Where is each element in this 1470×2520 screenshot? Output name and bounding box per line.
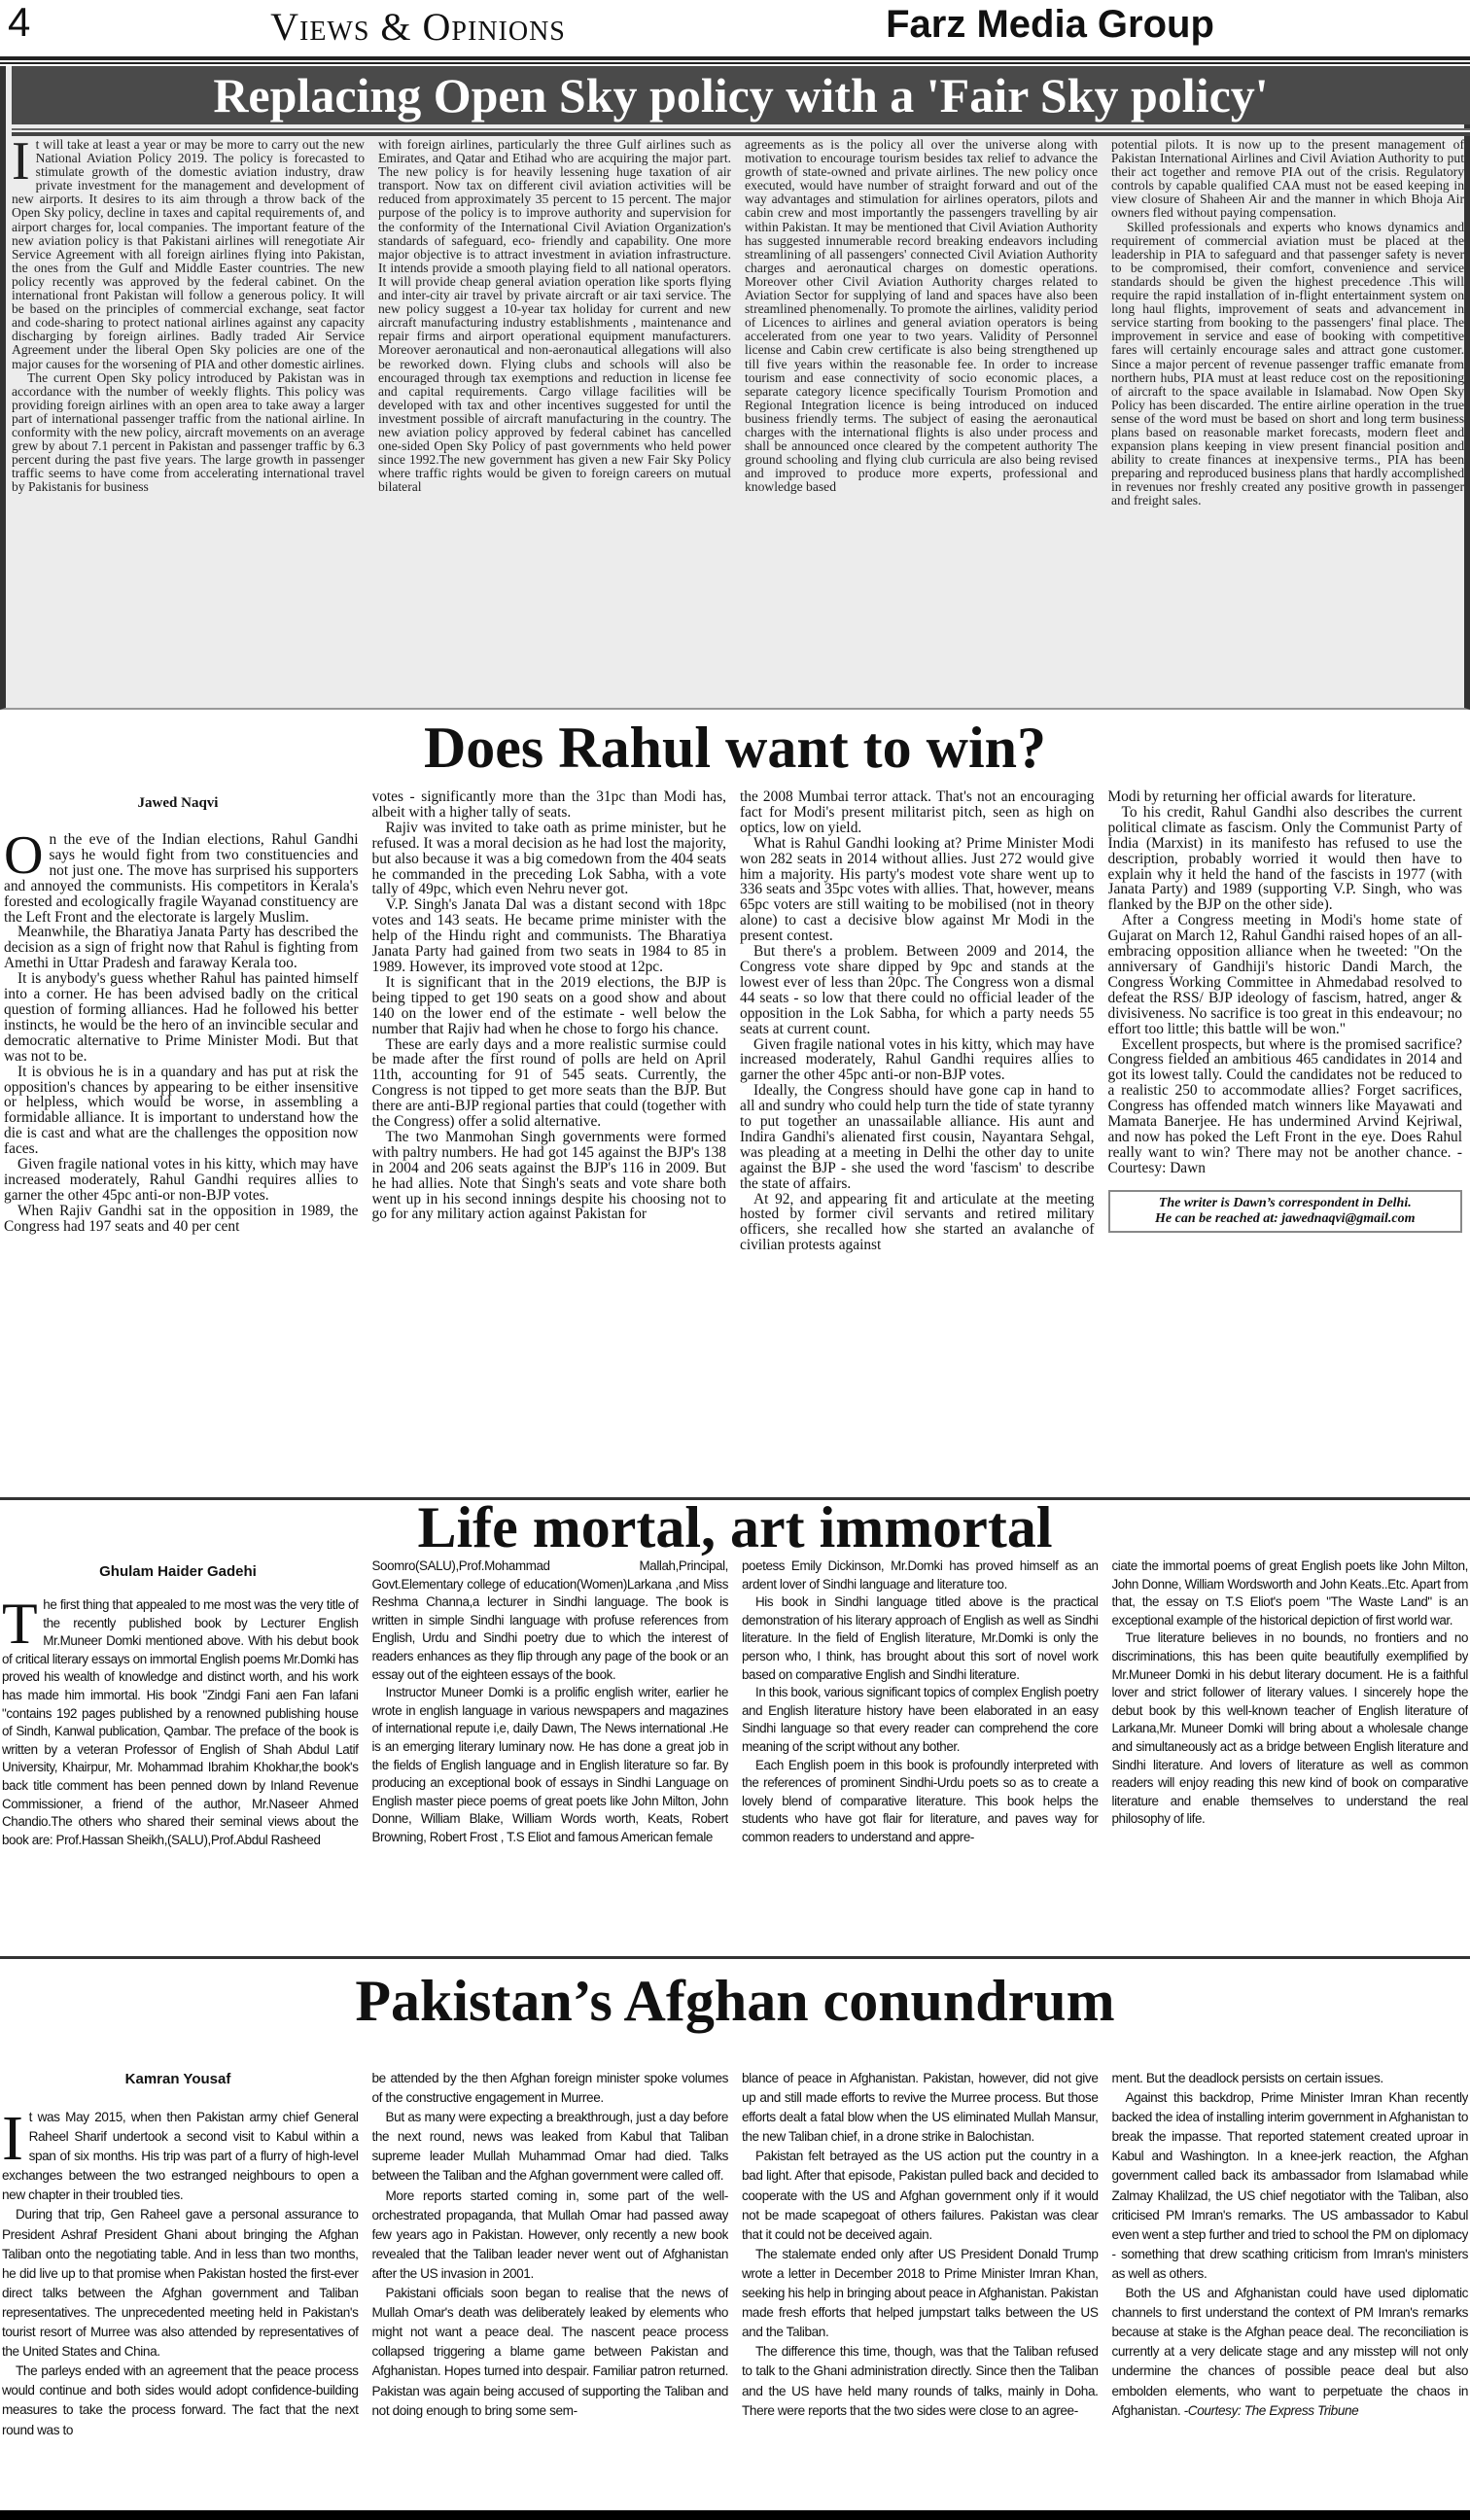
masthead-rule [0, 56, 1470, 64]
paragraph: It is anybody's guess whether Rahul has painted himself into a corner. He has been advised badly on the critical question of forming alliances. Had he followed his better instincts, he would be the hero of an invincible secular and democratic alternative to Prime Minister Modi. But that was not to be. [4, 970, 359, 1065]
drop-cap: I [2, 2103, 23, 2174]
paragraph: It is significant that in the 2019 elections, the BJP is being tipped to get 190 seats on a good show and about 140 on the lower end of the estimate - well below the number that Rajiv had when he chose to forgo his chance. [371, 973, 726, 1037]
paragraph: Rajiv was invited to take oath as prime minister, but he refused. It was a moral decision as he had lost the majority, but also because it was a big comedown from the 404 seats he commanded in the preceding Lok Sabha, with a vote tally of 49pc, which even Nehru never got. [371, 819, 726, 898]
author-note-line: He can be reached at: jawednaqvi@gmail.com [1155, 1210, 1416, 1226]
article-columns [12, 138, 1464, 702]
article-column [2, 1558, 359, 1944]
paragraph: It is obvious he is in a quandary and has put at risk the opposition's chances by appearing to be either insensitive or helpless, which would be worse, in assembling a formidable alliance. It is important to understand how the die is cast and what are the challenges the opposition now faces. [4, 1063, 359, 1158]
paragraph: Pakistan felt betrayed as the US action put the country in a bad light. After that episode, Pakistan pulled back and decided to cooperate with the US and Afghan government only if it would not be made scapegoat of others failures. Pakistan was clear that it could not be deceived again. [742, 2149, 1099, 2242]
article-column [1112, 2069, 1469, 2508]
byline: Jawed Naqvi [137, 795, 219, 811]
article-column [740, 789, 1095, 1495]
article-column [4, 789, 359, 1495]
paragraph: agreements as is the policy all over the universe along with motivation to encourage tourism besides tax relief to advance the growth of state-owned and private airlines. The new policy once executed, would have number of straight forward and out of the way advantages and stimulation for airlines operators, pilots and cabin crew and most importantly the passengers travelling by air within Pakistan. It may be mentioned that Civil Aviation Authority has suggested innumerable record breaking endeavors including streamlining of all passengers' connected Civil Aviation Authority charges and aeronautical charges on domestic operations. Moreover other Civil Aviation Authority charges related to Aviation Sector for supplying of land and spaces have also been streamlined phenomenally. To promote the airlines, validity period of Licences to airlines and general aviation operators is being accelerated from one year to two years. Validity of Personnel license and Cabin crew certificate is also being strengthened up till five years within the reasonable fee. In order to increase tourism and ease connectivity of socio economic places, a separate category licence specifically Tourism Promotion and Regional Integration licence is being introduced on induced business friendly terms. The subject of easing the aeronautical charges with the international flights is also under process and shall be announced once cleared by the competent authority The ground schooling and flying club curricula are also being revised and improved to produce more experts, professional and knowledge based [745, 138, 1098, 495]
paragraph: To his credit, Rahul Gandhi also describes the current political climate as fascism. Only the Communist Party of India (Marxist) in its manifesto has refused to use the description, probably worried it would then have to explain why it held the hand of the fascists in 1977 (with Janata Party) and 1989 (supporting V.P. Singh, who was flanked by the BJP on the other side). [1107, 803, 1462, 914]
paragraph: Excellent prospects, but where is the promised sacrifice? Congress fielded an ambitious 465 candidates in 2014 and got its lowest tally. Could the candidates not be reduced to a realistic 250 to accommodate allies? Forget sacrifices, Congress has offended match winners like Mayawati and Mamata Banerjee. He has undermined Arvind Kejriwal, and now has poked the Left Front in the eye. Does Rahul really want to win? There may not be another chance. -Courtesy: Dawn [1107, 1035, 1462, 1176]
paragraph: ciate the immortal poems of great English poets like John Milton, John Donne, William Wordsworth and John Keats..Etc. Apart from that, the essay on T.S Eliot's poem "The Waste Land" is an exceptional example of the historical depiction of first world war. [1111, 1558, 1468, 1628]
article-open-sky [0, 66, 1470, 710]
paragraph: potential pilots. It is now up to the present management of Pakistan International Airlines and Civil Aviation Authority to put their act together and remove PIA out of the crisis. Regulatory controls by capable qualified CAA must not be eased keeping in view closure of Shaheen Air and the manner in which Bhoja Air owners fled without paying compensation. [1111, 138, 1464, 221]
article-column [2, 2069, 359, 2508]
article-headline: Does Rahul want to win? [423, 716, 1047, 780]
courtesy-credit: -Courtesy: The Express Tribune [1180, 2402, 1359, 2418]
paragraph: When Rajiv Gandhi sat in the opposition in 1989, the Congress had 197 seats and 40 per cent [4, 1202, 359, 1235]
drop-cap: T [2, 1592, 38, 1656]
section-divider [0, 1956, 1470, 1959]
page-number: 4 [8, 0, 31, 45]
paragraph: Given fragile national votes in his kitty, which may have increased moderately, Rahul Gandhi requires allies to garner the other 45pc anti-or non-BJP votes. [4, 1156, 359, 1204]
paragraph: But as many were expecting a breakthrough, just a day before the next round, news was leaked from Kabul that Taliban supreme leader Mullah Muhammad Omar had died. Talks between the Taliban and the Afghan government were called off. [371, 2110, 728, 2184]
paragraph: Ideally, the Congress should have gone cap in hand to all and sundry who could help turn the tide of state tyranny to put together an unassailable alliance. His aunt and Indira Gandhi's alienated first cousin, Nayantara Sehgal, was pleading at a meeting in Delhi the other day to unite against the BJP - she used the word 'fascism' to describe the state of affairs. [740, 1082, 1095, 1192]
paragraph: V.P. Singh's Janata Dal was a distant second with 18pc votes and 143 seats. He became prime minister with the help of the Hindu right and communists. The Bharatiya Janata Party had gained from two seats in 1984 to 85 in 1989. However, its improved vote stood at 12pc. [371, 896, 726, 975]
paragraph: Against this backdrop, Prime Minister Imran Khan recently backed the idea of installing interim government in Afghanistan to break the impasse. That reported statement created uproar in Kabul and Washington. In a knee-jerk reaction, the Afghan government called back its ambassador from Islamabad while Zalmay Khalilzad, the US chief negotiator with the Taliban, also criticised PM Imran's remarks. The US ambassador to Kabul even went a step further and tried to school the PM on diplomacy - something that drew scathing criticism from Imran's ministers as well as others. [1111, 2090, 1468, 2281]
drop-cap: I [12, 138, 30, 192]
paragraph: the 2008 Mumbai terror attack. That's not an encouraging fact for Modi's present militarist pitch, seen as high on optics, low on yield. [740, 789, 1095, 836]
article-column [372, 789, 727, 1495]
article-column [12, 138, 365, 702]
section-title: Views & Opinions [270, 5, 566, 49]
paragraph: with foreign airlines, particularly the three Gulf airlines such as Emirates, and Qatar and Etihad who are acquiring the major part. The new policy is for heavily lessening huge taxation of air transport. Now tax on different civil aviation activities will be reduced from approximately 35 percent to 15 percent. The major purpose of the policy is to improve authority and supervision for the conformity of the International Civil Aviation Organization's standards of safeguard, eco- friendly and capability. One more major objective is to attract investment in aviation infrastructure. It intends provide a smooth playing field to all national operators. It will provide cheap general aviation operation like sports flying and inter-city air travel by private aircraft or air taxi service. The new policy suggest a 10-year tax holiday for current and new aircraft manufacturing industry establishments , maintenance and repair firms and airport operational equipment manufacturers. Moreover aeronautical and non-aeronautical allegations will also be reworked down. Flying clubs and schools will also be encouraged through tax exemptions and reduction in license fee and capital requirements. Cargo village facilities will be developed with tax and other incentives suggested for until the investment possible of aircraft manufacturing in the country. The new aviation policy approved by federal cabinet has cancelled one-sided Open Sky Policy of past governments who held power since 1992.The new government has given a new Fair Sky Policy where traffic rights would be given to foreign careers on mutual bilateral [378, 138, 731, 495]
paragraph: But there's a problem. Between 2009 and 2014, the Congress vote share dipped by 9pc and stands at the lowest ever of less than 20pc. The Congress won a dismal 44 seats - so low that there could no official leader of the opposition in the Lok Sabha, for which a party needs 55 seats at current count. [740, 943, 1095, 1037]
paragraph: ment. But the deadlock persists on certain issues. [1111, 2071, 1383, 2085]
paragraph: The current Open Sky policy introduced by Pakistan was in accordance with the number of weekly flights. This policy was providing foreign airlines with an open area to take away a larger part of international passenger traffic from the national airline. In conformity with the new policy, aircraft movements on an average grew by about 7.1 percent in Pakistan and passenger traffic by 6.3 percent during the past five years. The large growth in passenger traffic seems to have come from accelerating international travel by Pakistanis for business [12, 369, 365, 495]
article-columns [4, 789, 1462, 1495]
article-headline: Pakistan’s Afghan conundrum [355, 1969, 1115, 2033]
paragraph: On the eve of the Indian elections, Rahul Gandhi says he would fight from two constituencies and not just one. The move has surprised his supporters and annoyed the communists. His competitors in Kerala's forested and ecologically fragile Wayanad constituency are the Left Front and the electorate is largely Muslim. [4, 825, 359, 926]
paragraph: Both the US and Afghanistan could have used diplomatic channels to first understand the context of PM Imran's remarks because at stake is the Afghan peace deal. The reconciliation is currently at a very delicate stage and any misstep will not only undermine the chances of possible peace deal but also embolden elements, who want to perpetuate the chaos in Afghanistan. -Courtesy: The Express Tribune [1111, 2286, 1468, 2418]
article-column [745, 138, 1098, 702]
paragraph: poetess Emily Dickinson, Mr.Domki has proved himself as an ardent lover of Sindhi language and literature too. [742, 1558, 1099, 1592]
byline: Kamran Yousaf [124, 2071, 231, 2087]
article-column [378, 138, 731, 702]
paragraph: Given fragile national votes in his kitty, which may have increased moderately, Rahul Gandhi requires allies to garner the other 45pc anti-or non-BJP votes. [740, 1035, 1095, 1084]
drop-cap: O [4, 825, 44, 886]
paragraph: After a Congress meeting in Modi's home state of Gujarat on March 12, Rahul Gandhi raised hopes of an all-embracing opposition alliance when he tweeted: "On the anniversary of Gandhiji's historic Dandi March, the Congress Working Committee in Ahmedabad resolved to defeat the RSS/ BJP ideology of fascism, hatred, anger & divisiveness. No sacrifice is too great in this endeavour; no effort too little; this battle will be won." [1107, 912, 1462, 1037]
paragraph: Pakistani officials soon began to realise that the news of Mullah Omar's death was deliberately leaked by elements who might not want a peace deal. The nascent peace process collapsed triggering a blame game between Pakistan and Afghanistan. Hopes turned into despair. Familiar patron returned. Pakistan was again being accused of supporting the Taliban and not doing enough to bring some sem- [371, 2286, 728, 2418]
article-column [1111, 138, 1464, 702]
paragraph: votes - significantly more than the 31pc than Modi has, albeit with a higher tally of seats. [371, 789, 726, 821]
paragraph: These are early days and a more realistic surmise could be made after the first round of polls are held on April 11th, accounting for 91 of 545 seats. Currently, the Congress is not tipped to get more seats than the BJP. But there are anti-BJP regional parties that could (together with the Congress) offer a solid alternative. [371, 1035, 726, 1131]
article-headline: Replacing Open Sky policy with a 'Fair Sky policy' [12, 66, 1470, 124]
article-headline: Life mortal, art immortal [417, 1495, 1053, 1559]
author-note [1108, 1190, 1463, 1233]
headline-subbar [12, 128, 1470, 136]
paragraph: His book in Sindhi language titled above is the practical demonstration of his literary approach of English as well as Sindhi literature. In the field of English literature, Mr.Domki is only the person who, I think, has brought about this sort of novel work based on comparative English and Sindhi literature. [742, 1594, 1099, 1682]
paragraph: In this book, various significant topics of complex English poetry and English literature history have been elaborated in an easy Sindhi language so that every reader can comprehend the core meaning of the script without any bother. [742, 1685, 1099, 1754]
paragraph: blance of peace in Afghanistan. Pakistan, however, did not give up and still made efforts to revive the Murree process. But those efforts dealt a fatal blow when the US eliminated Mullah Mansur, the new Taliban chief, in a drone strike in Balochistan. [742, 2071, 1099, 2145]
article-column [372, 2069, 729, 2508]
article-column [742, 2069, 1099, 2508]
paragraph: The difference this time, though, was that the Taliban refused to talk to the Ghani administration directly. Since then the Taliban and the US have held many rounds of talks, mainly in Doha. There were reports that the two sides were close to an agree- [742, 2344, 1099, 2418]
paragraph: Modi by returning her official awards for literature. [1107, 789, 1417, 805]
paragraph: It will take at least a year or may be more to carry out the new National Aviation Policy 2019. The policy is forecasted to stimulate growth of the domestic aviation industry, draw private investment for the management and development of new airports. It desires to its aim through a throw back of the Open Sky policy, decline in taxes and capital requirements of, and airport charges for, local companies. The important feature of the new aviation policy is that Pakistani airlines will renegotiate Air Service Agreement with all foreign airlines flying into Pakistan, the ones from the Gulf and Middle Easter countries. The new policy recently was approved by the federal cabinet. On the international front Pakistan will follow a generous policy. It will be based on the principles of commercial exchange, seat factor and code-sharing to protect national airlines against any capacity discharging by foreign airlines. Badly traded Air Service Agreement under the liberal Open Sky policies are one of the major causes for the worsening of PIA and other domestic airlines. [12, 138, 365, 371]
byline: Ghulam Haider Gadehi [99, 1563, 257, 1580]
paragraph: At 92, and appearing fit and articulate at the meeting hosted by former civil servants and retired military officers, she recalled how she started an avalanche of civilian protests against [740, 1190, 1095, 1254]
paragraph: The parleys ended with an agreement that the peace process would continue and both sides would adopt confidence-building measures to take the process forward. The fact that the next round was to [2, 2363, 359, 2437]
paragraph: Meanwhile, the Bharatiya Janata Party has described the decision as a sign of fright now that Rahul is fighting from Amethi in Uttar Pradesh and faraway Kerala too. [4, 924, 359, 972]
paragraph: True literature believes in no bounds, no frontiers and no discriminations, this has been quite beautifully exemplified by Mr.Muneer Domki in his debut literary document. He is a faithful lover and strict follower of literary values. I sincerely hope the debut book by this well-known teacher of English literature of Larkana,Mr. Muneer Domki will bring about a wholesale change and simultaneously act as a bridge between English literature and Sindhi literature. And lovers of literature as well as common readers will enjoy reading this new kind of book on comparative literature and enable themselves to understand the real philosophy of life. [1111, 1630, 1468, 1827]
paragraph: Soomro(SALU),Prof.Mohammad Mallah,Principal, Govt.Elementary college of education(Women)Larkana ,and Miss Reshma Channa,a lecturer in Sindhi language. The book is written in simple Sindhi language with profuse references from English, Urdu and Sindhi poetry due to which the interest of readers enhances as they flip through any page of the book or an essay out of the eighteen essays of the book. [371, 1558, 728, 1682]
paragraph: Skilled professionals and experts who knows dynamics and requirement of commercial aviation must be placed at the leadership in PIA to safeguard and that passenger safety is never to be compromised, their comfort, convenience and service standards should be given the highest precedence .This will require the rapid installation of in-flight entertainment system on long haul flights, improvement of seats and advancement in service starting from booking to the passengers' final place. The improvement in service and ease of booking with competitive fares will certainly encourage sales and attract gone customer. Since a major percent of revenue passenger traffic emanate from northern hubs, PIA must at least reduce cost on the repositioning of aircraft to the space available in Islamabad. Now Open Sky Policy has been discarded. The entire airline operation in the true sense of the word must be based on short and long term business plans based on reasonable market forecasts, modern fleet and expansion plans keeping in view present financial position and ability to create finances at inexpensive terms., PIA has been preparing and reproduced business plans that hardly accomplished in revenues nor freshly created any positive growth in passenger and freight sales. [1111, 219, 1464, 508]
paragraph: Instructor Muneer Domki is a prolific english writer, earlier he wrote in english language in various newspapers and magazines of international repute i,e, daily Dawn, The News international .He is an emerging literary luminary now. He has done a great job in the fields of English language and in English literature so far. By producing an exceptional book of essays in Sindhi Language on English master piece poems of great poets like John Milton, John Donne, William Blake, William Words worth, Keats, Robert Browning, Robert Frost , T.S Eliot and famous American female [371, 1685, 728, 1844]
author-note-line: The writer is Dawn’s correspondent in Delhi. [1158, 1195, 1412, 1210]
paragraph: be attended by the then Afghan foreign minister spoke volumes of the constructive engagement in Murree. [371, 2071, 728, 2106]
paragraph: The stalemate ended only after US President Donald Trump wrote a letter in December 2018 to Prime Minister Imran Khan, seeking his help in bringing about peace in Afghanistan. Pakistan made fresh efforts that helped jumpstart talks between the US and the Taliban. [742, 2246, 1099, 2340]
bottom-bar [0, 2510, 1470, 2520]
article-column [1112, 1558, 1469, 1944]
article-column [372, 1558, 729, 1944]
paragraph: The first thing that appealed to me most was the very title of the recently published book by Lecturer English Mr.Muneer Domki mentioned above. With his debut book of critical literary essays on immortal English poems Mr.Domki has proved his wealth of knowledge and distinct worth, and his work has made him immortal. His book "Zindgi Fani aen Fan lafani "contains 192 pages published by a renowned publishing house of Sindh, Kanwal publication, Qambar. The preface of the book is written by a veteran Professor of English of Shah Abdul Latif University, Khairpur, Mr. Mohammad Ibrahim Khokhar,the book's back title comment has been penned down by Inland Revenue Commissioner, a friend of the author, Mr.Naseer Ahmed Chandio.The others who shared their seminal views about the book are: Prof.Hassan Sheikh,(SALU),Prof.Abdul Rasheed [2, 1592, 359, 1847]
article-columns [2, 2069, 1468, 2508]
paragraph: It was May 2015, when then Pakistan army chief General Raheel Sharif undertook a second visit to Kabul within a span of six months. His trip was part of a flurry of high-level exchanges between the two estranged neighbours to open a new chapter in their troubled ties. [2, 2103, 359, 2203]
publisher-name: Farz Media Group [886, 3, 1214, 46]
article-columns [2, 1558, 1468, 1944]
article-column [1108, 789, 1463, 1495]
paragraph: More reports started coming in, some part of the well-orchestrated propaganda, that Mullah Omar had passed away few years ago in Pakistan. However, only recently a new book revealed that the Taliban leader never went out of Afghanistan after the US invasion in 2001. [371, 2188, 728, 2281]
paragraph: The two Manmohan Singh governments were formed with paltry numbers. He had got 145 against the BJP's 138 in 2004 and 206 seats against the BJP's 116 in 2009. But he had allies. Note that Singh's seats and vote share both went up in his second innings despite his choosing not to go for any military action against Pakistan for [371, 1128, 726, 1223]
article-column [742, 1558, 1099, 1944]
paragraph: Each English poem in this book is profoundly interpreted with the references of prominent Sindhi-Urdu poets so as to create a lovely blend of comparative literature. This book helps the students who have got flair for literature, and paves way for common readers to understand and appre- [742, 1757, 1099, 1844]
paragraph: During that trip, Gen Raheel gave a personal assurance to President Ashraf President Ghani about bringing the Afghan Taliban onto the negotiating table. And in less than two months, he did live up to that promise when Pakistan hosted the first-ever direct talks between the Afghan government and Taliban representatives. The unprecedented meeting held in Pakistan's tourist resort of Murree was also attended by representatives of the United States and China. [2, 2207, 359, 2360]
paragraph: What is Rahul Gandhi looking at? Prime Minister Modi won 282 seats in 2014 without allies. Just 272 would give him a majority. His party's modest vote share went up to 336 seats and 35pc votes with allies. That, however, means 65pc voters are still waiting to be mobilised (not in theory alone) to cast a decisive blow against Mr Modi in the present contest. [740, 834, 1095, 945]
